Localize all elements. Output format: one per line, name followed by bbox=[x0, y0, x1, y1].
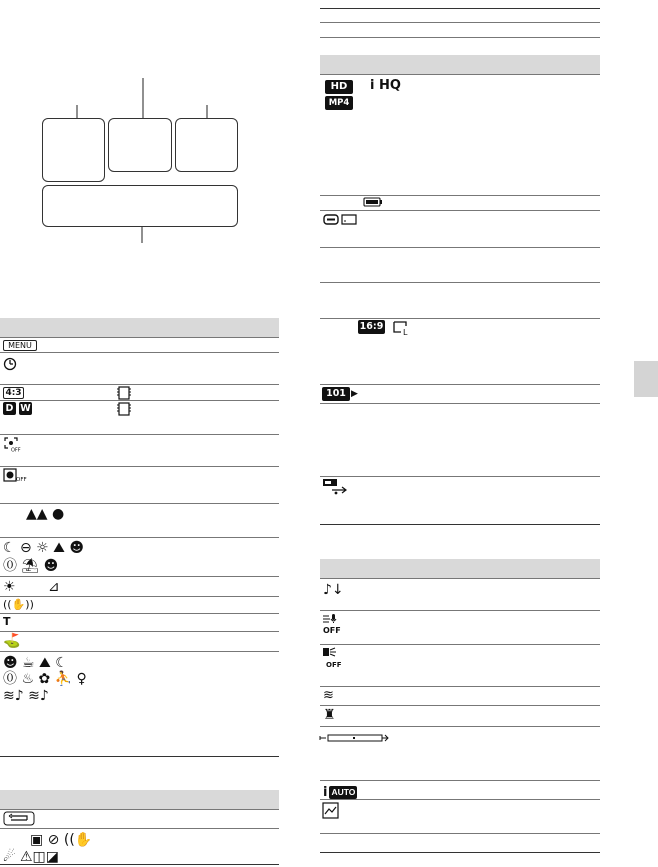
golf-shot-icon: ⛳ bbox=[3, 633, 21, 649]
svg-text:OFF: OFF bbox=[11, 447, 21, 454]
row-rule bbox=[0, 828, 279, 829]
aspect-ratio-16-9-icon: 16:9 bbox=[359, 321, 384, 332]
menu-icon: MENU bbox=[3, 340, 37, 351]
row-rule bbox=[0, 537, 279, 538]
recording-media-icon bbox=[323, 213, 359, 227]
usb-connection-icon bbox=[322, 478, 350, 496]
wind-noise-off-icon bbox=[322, 613, 342, 635]
row-rule bbox=[0, 466, 279, 467]
image-size-l-suffix: L bbox=[403, 328, 408, 337]
diagram-area-center bbox=[108, 118, 172, 172]
row-rule bbox=[0, 352, 279, 353]
row-rule bbox=[0, 434, 279, 435]
section-side-tab bbox=[634, 361, 658, 397]
scene-icons-row1: ☻ ☕ ⛰ ☾ bbox=[3, 655, 68, 671]
wifi-icon: ≋ bbox=[323, 688, 334, 703]
table-header-bar bbox=[0, 318, 279, 337]
svg-text:OFF: OFF bbox=[326, 661, 342, 669]
landscape-portrait-icons: ▲▲ ● bbox=[26, 506, 65, 522]
row-rule bbox=[0, 384, 279, 385]
row-rule bbox=[0, 400, 279, 401]
diagram-area-left bbox=[42, 118, 105, 182]
landscape-scene-icon bbox=[322, 802, 340, 820]
diagram-area-right bbox=[175, 118, 238, 172]
warning-icons-row1: ▣ ⊘ ((✋ bbox=[30, 832, 93, 848]
smile-shutter-off-icon bbox=[3, 468, 29, 484]
tele-macro-icon: T bbox=[3, 615, 11, 628]
white-balance-sun-icon: ☀ bbox=[3, 579, 16, 595]
hd-format-icon: HD bbox=[325, 80, 353, 94]
table-header-bar bbox=[0, 790, 279, 809]
image-quality-ihq-icon bbox=[370, 78, 401, 93]
playback-folder-icon: 101 bbox=[322, 387, 350, 401]
row-rule bbox=[320, 644, 600, 645]
diagram-area-bottom bbox=[42, 185, 238, 227]
low-dist-w-icon: W bbox=[20, 403, 31, 414]
row-rule bbox=[320, 37, 600, 38]
film-icon bbox=[116, 386, 132, 400]
row-rule bbox=[320, 247, 600, 248]
row-rule bbox=[320, 780, 600, 781]
table-end-rule bbox=[320, 852, 600, 853]
repeat-icon bbox=[3, 811, 35, 826]
aspect-ratio-4-3-icon: 4:3 bbox=[3, 387, 24, 399]
row-rule bbox=[320, 403, 600, 404]
row-rule bbox=[320, 833, 600, 834]
intelligent-auto-icon: i AUTO bbox=[323, 785, 356, 800]
row-rule bbox=[0, 613, 279, 614]
film-icon bbox=[116, 402, 132, 416]
table-end-rule bbox=[320, 524, 600, 525]
image-size-l-icon bbox=[392, 320, 414, 336]
table-header-bar bbox=[320, 55, 600, 74]
row-rule bbox=[320, 74, 600, 75]
row-rule bbox=[320, 195, 600, 196]
mic-ref-level-low-icon: ♪↓ bbox=[323, 582, 344, 598]
row-rule bbox=[320, 384, 600, 385]
row-rule bbox=[320, 210, 600, 211]
self-timer-icon bbox=[3, 357, 17, 371]
ihq-text: i HQ bbox=[370, 78, 401, 93]
warning-icons-row2: ☄ ⚠◫◪ bbox=[3, 849, 60, 865]
scene-selection-icons-row1: ☾ ⊖ ☼ ⛰ ☻ bbox=[3, 540, 84, 556]
table-rule bbox=[320, 8, 600, 9]
row-rule bbox=[0, 809, 279, 810]
row-rule bbox=[0, 651, 279, 652]
battery-icon bbox=[363, 196, 383, 208]
level-slider-icon bbox=[318, 731, 390, 745]
row-rule bbox=[0, 576, 279, 577]
steadyshot-off-icon: ((✋)) bbox=[3, 598, 34, 611]
row-rule bbox=[320, 476, 600, 477]
row-rule bbox=[0, 596, 279, 597]
row-rule bbox=[320, 799, 600, 800]
candle-icon: ♜ bbox=[323, 707, 336, 723]
row-rule bbox=[320, 578, 600, 579]
table-end-rule bbox=[0, 756, 279, 757]
scene-selection-icons-row2: ⓪ ⛱ ☻ bbox=[3, 558, 59, 574]
svg-text:OFF: OFF bbox=[323, 626, 341, 635]
mp4-format-icon: MP4 bbox=[325, 96, 353, 110]
table-header-bar bbox=[320, 559, 600, 578]
row-rule bbox=[320, 686, 600, 687]
row-rule bbox=[320, 726, 600, 727]
row-rule bbox=[320, 282, 600, 283]
row-rule bbox=[320, 318, 600, 319]
row-rule bbox=[0, 631, 279, 632]
voice-zoom-off-icon bbox=[322, 647, 342, 669]
folder-arrow-icon: ▶ bbox=[351, 389, 358, 399]
row-rule bbox=[0, 503, 279, 504]
row-rule bbox=[0, 337, 279, 338]
scene-icons-row2: ⓪ ♨ ✿ ⛹ ♀ bbox=[3, 671, 87, 687]
row-rule bbox=[320, 610, 600, 611]
wind-noise-icons: ≋♪ ≋♪ bbox=[3, 688, 49, 704]
iauto-text: AUTO bbox=[331, 787, 356, 797]
svg-text:OFF: OFF bbox=[16, 477, 27, 483]
row-rule bbox=[320, 22, 600, 23]
white-balance-onepush-icon: ⊿ bbox=[48, 579, 60, 595]
low-dist-d-icon: D bbox=[3, 402, 16, 415]
face-detection-off-icon bbox=[3, 436, 19, 452]
row-rule bbox=[320, 705, 600, 706]
